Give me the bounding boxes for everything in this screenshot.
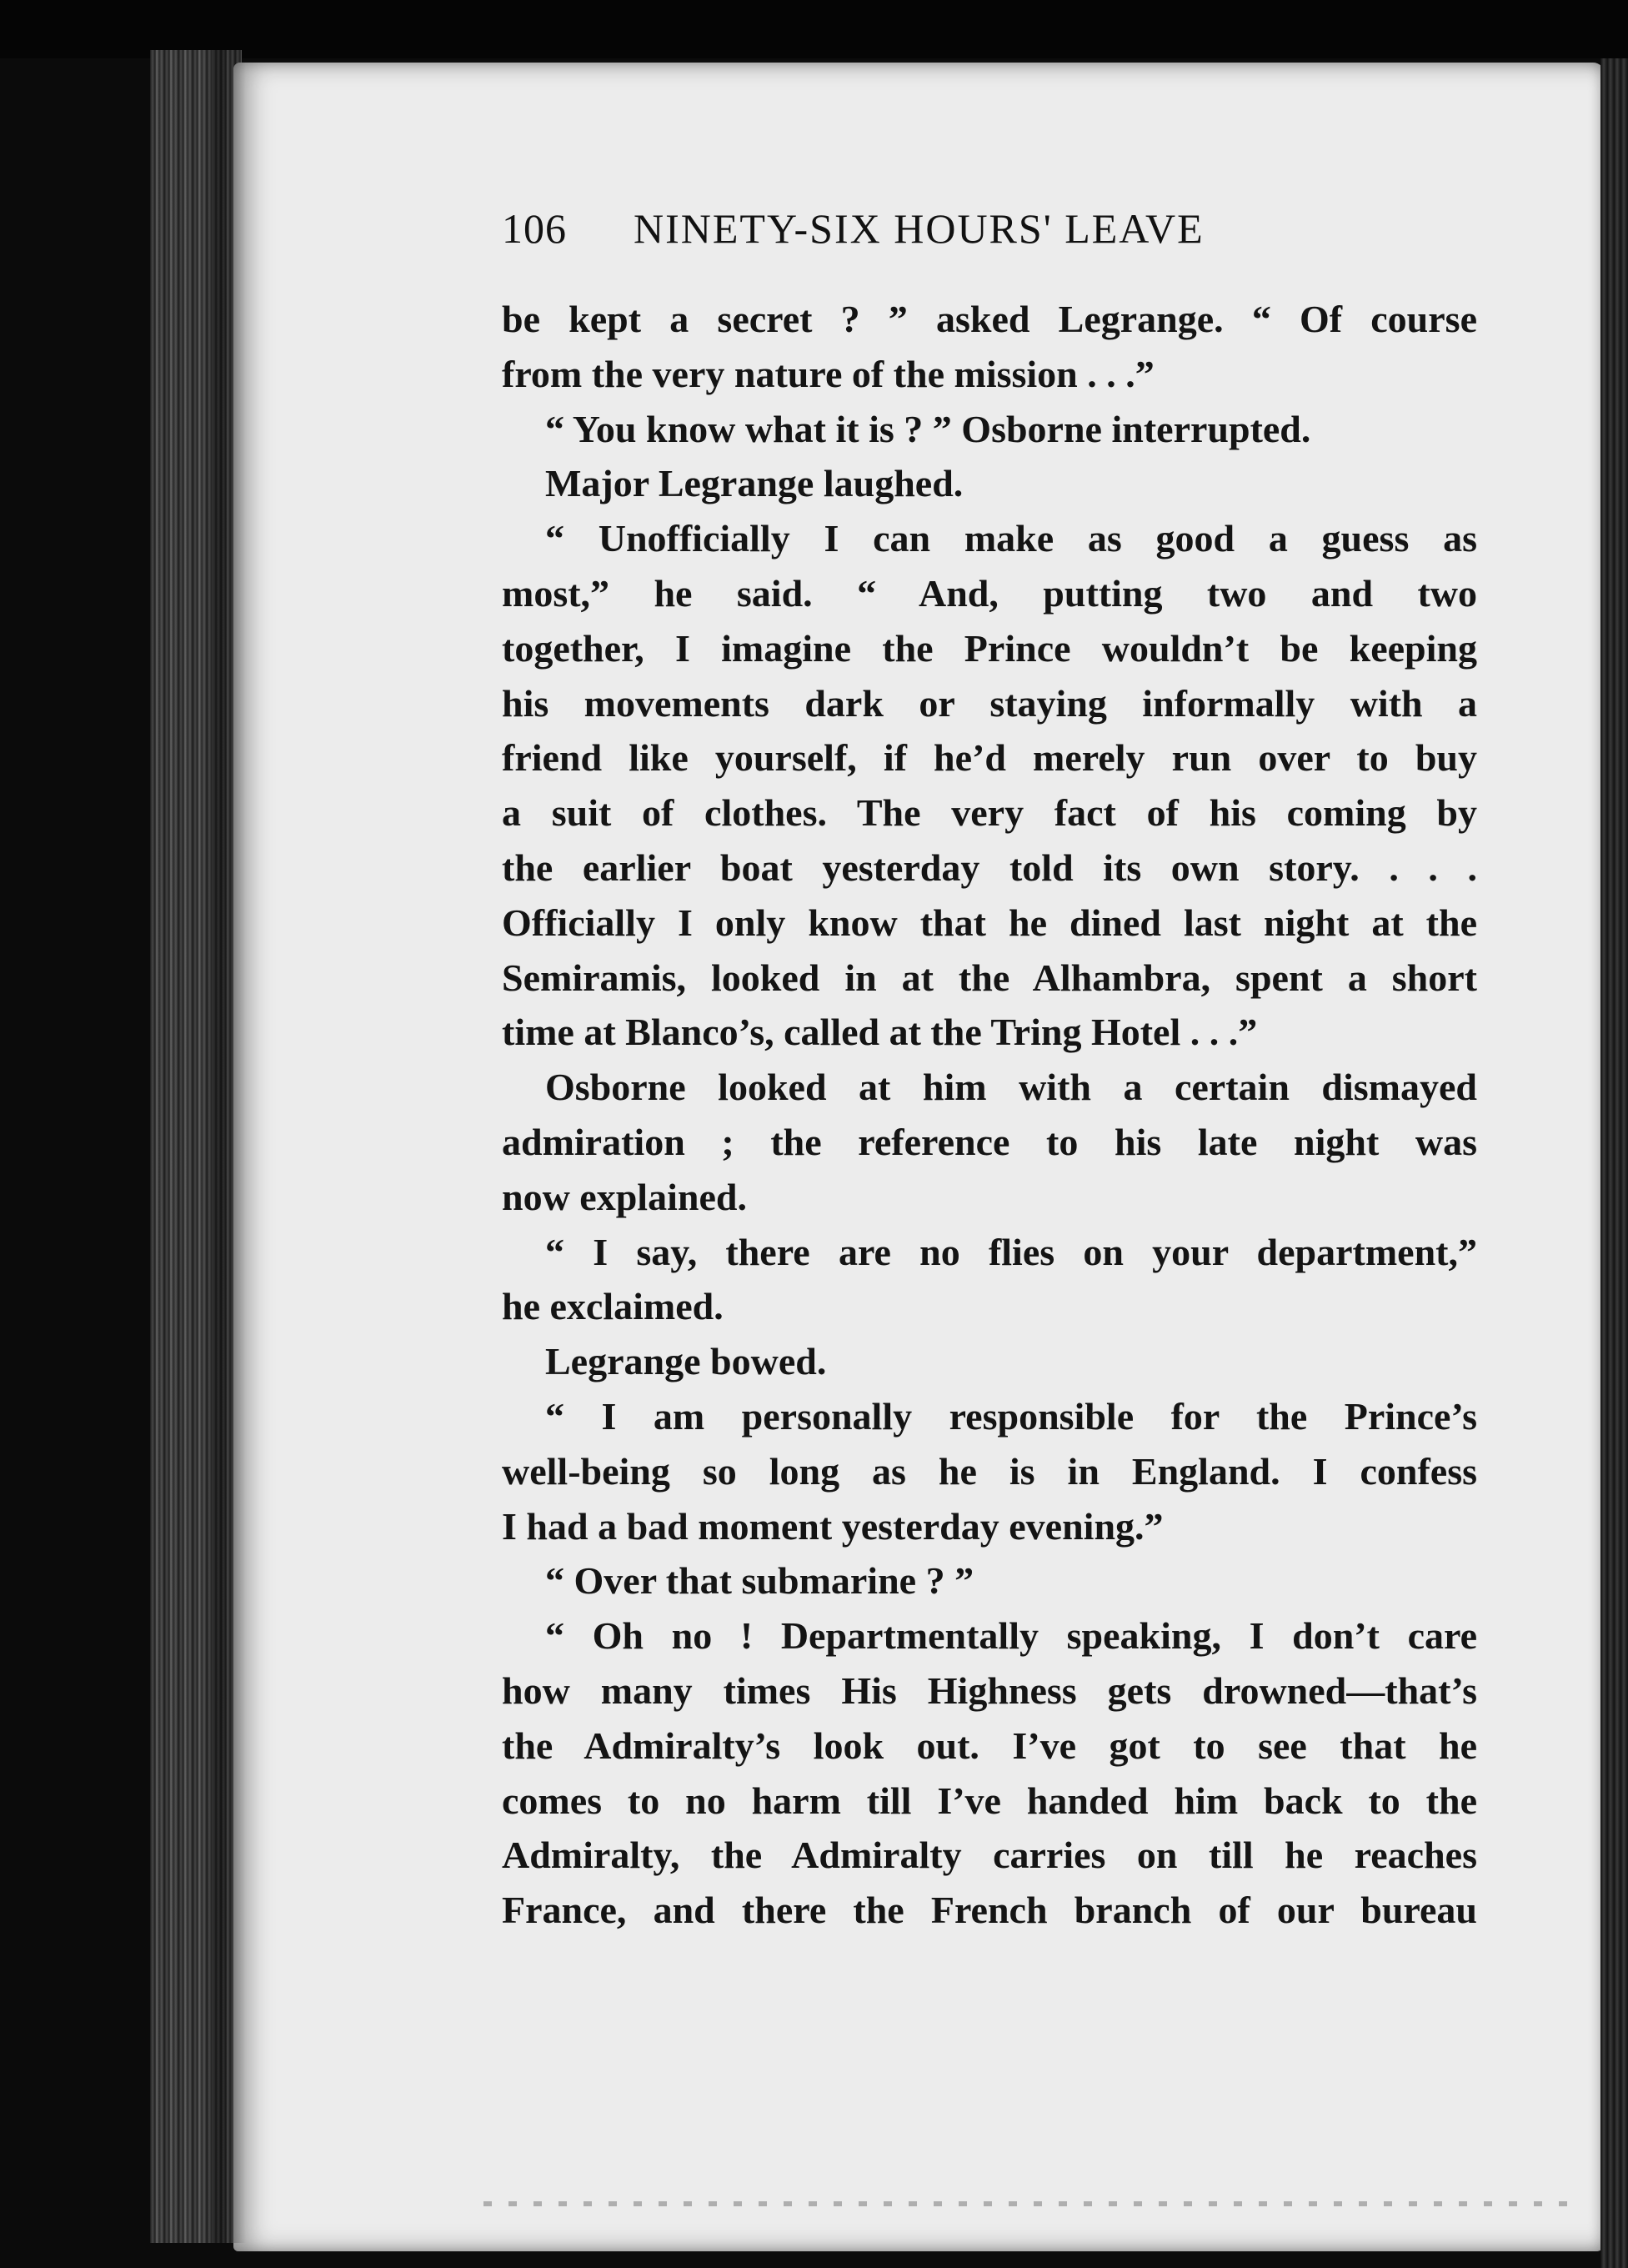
text-line: “ I say, there are no flies on your department,” — [545, 1230, 1477, 1273]
text-line: now explained. — [502, 1175, 747, 1218]
scan-bottom-smudge — [483, 2201, 1567, 2206]
text-line: Admiralty, the Admiralty carries on till he reaches — [502, 1834, 1477, 1877]
text-line: well-being so long as he is in England. I confess — [502, 1449, 1477, 1493]
text-line: most,” he said. “ And, putting two and two — [502, 571, 1477, 615]
text-line: “ Unofficially I can make as good a guess as — [545, 517, 1477, 560]
text-line: his movements dark or staying informally with a — [502, 681, 1477, 725]
gutter-shadow — [213, 50, 246, 2243]
text-line: “ You know what it is ? ” Osborne interrupted. — [545, 407, 1311, 450]
text-line: how many times His Highness gets drowned—that’s — [502, 1668, 1477, 1712]
page-header — [502, 204, 1485, 271]
text-line: Semiramis, looked in at the Alhambra, spent a short — [502, 956, 1477, 999]
text-line: “ I am personally responsible for the Prince’s — [545, 1394, 1477, 1438]
text-line: comes to no harm till I’ve handed him back to the — [502, 1779, 1477, 1822]
text-line: “ Oh no ! Departmentally speaking, I don’t care — [545, 1614, 1477, 1658]
text-line: Major Legrange laughed. — [545, 462, 964, 505]
text-line: time at Blanco’s, called at the Tring Hotel . . .” — [502, 1011, 1258, 1054]
text-line: together, I imagine the Prince wouldn’t be keeping — [502, 626, 1477, 670]
scan-right-border — [1600, 58, 1628, 2268]
text-line: Officially I only know that he dined last night at the — [502, 901, 1477, 944]
text-line: the Admiralty’s look out. I’ve got to see that he — [502, 1724, 1477, 1767]
text-line: admiration ; the reference to his late night was — [502, 1120, 1477, 1163]
text-line: France, and there the French branch of our bureau — [502, 1889, 1477, 1932]
text-line: a suit of clothes. The very fact of his coming by — [502, 791, 1477, 835]
text-line: he exclaimed. — [502, 1285, 724, 1328]
text-line: “ Over that submarine ? ” — [545, 1559, 974, 1603]
text-line: friend like yourself, if he’d merely run over to buy — [502, 736, 1477, 780]
page-number: 106 — [502, 205, 567, 252]
running-head: NINETY-SIX HOURS' LEAVE — [634, 205, 1205, 252]
text-line: Legrange bowed. — [545, 1340, 827, 1383]
text-line: Osborne looked at him with a certain dismayed — [545, 1066, 1477, 1109]
text-line: be kept a secret ? ” asked Legrange. “ Of course — [502, 298, 1477, 340]
text-line: the earlier boat yesterday told its own story. . . . — [502, 845, 1477, 889]
text-line: from the very nature of the mission . . .” — [502, 352, 1155, 395]
body-text — [502, 292, 1477, 1938]
text-line: I had a bad moment yesterday evening.” — [502, 1504, 1164, 1548]
